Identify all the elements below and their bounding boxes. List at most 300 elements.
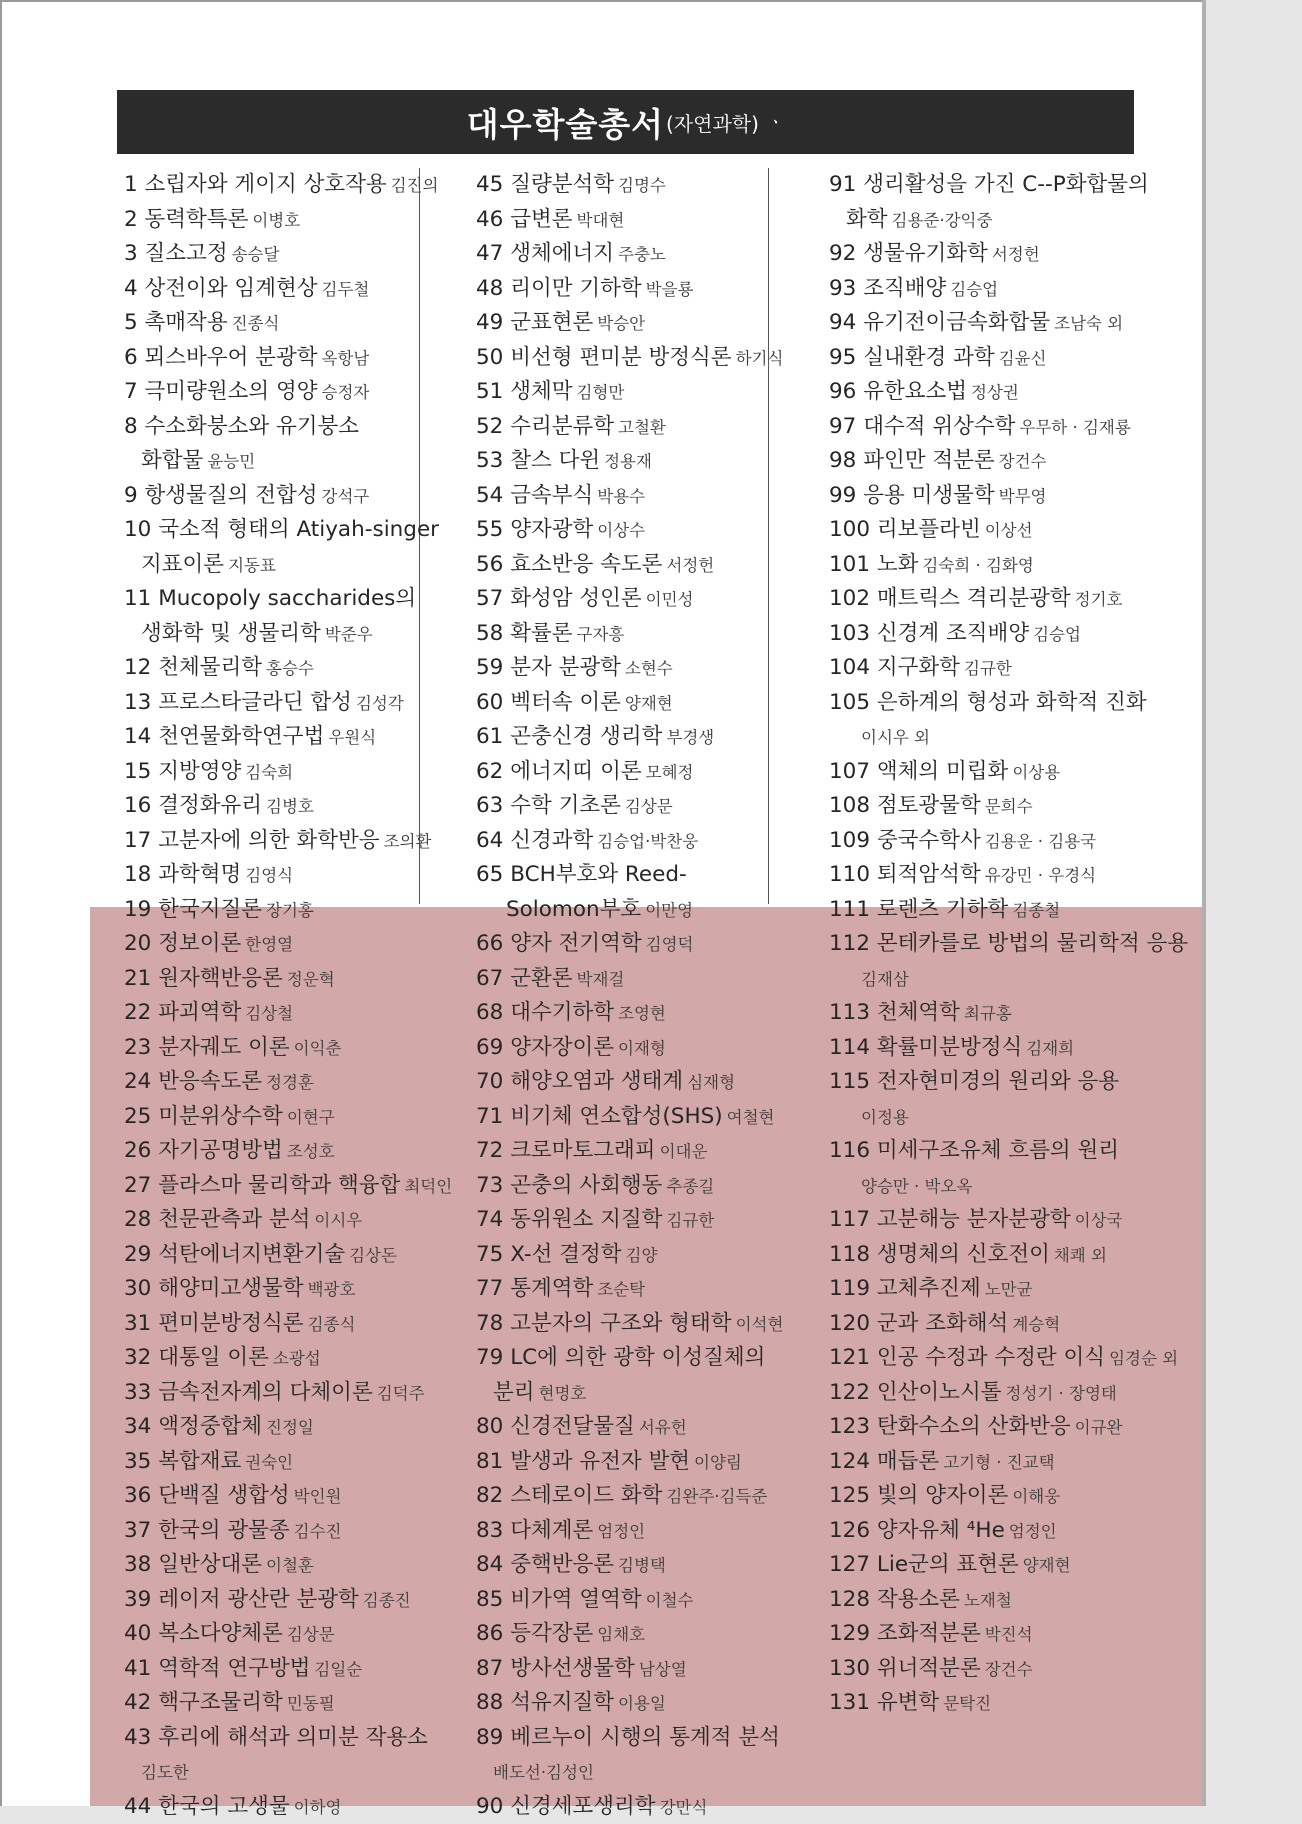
item-title: 28 천문관측과 분석 — [124, 1207, 310, 1232]
list-item — [124, 1307, 416, 1342]
item-title: 21 원자핵반응론 — [124, 966, 283, 991]
list-item — [124, 1100, 416, 1135]
list-item — [124, 1445, 416, 1480]
item-title: 118 생명체의 신호전이 — [829, 1242, 1050, 1267]
item-author: 이상용 — [1012, 763, 1060, 782]
list-item — [829, 513, 1179, 548]
list-item — [124, 513, 416, 548]
item-title: 125 빛의 양자이론 — [829, 1483, 1008, 1508]
list-item — [476, 1479, 764, 1514]
item-author: 소현수 — [625, 659, 673, 678]
list-item — [124, 1203, 416, 1238]
list-item — [124, 1238, 416, 1273]
list-item-continuation — [124, 548, 416, 583]
list-item — [829, 1065, 1179, 1100]
item-title: 54 금속부식 — [476, 483, 593, 508]
item-author: 정운혁 — [287, 970, 335, 989]
list-item — [476, 341, 764, 376]
item-author: 윤능민 — [207, 452, 255, 471]
item-author: 장건수 — [985, 1660, 1033, 1679]
list-item-continuation — [476, 1755, 764, 1790]
item-author: 임채호 — [597, 1625, 645, 1644]
list-item — [124, 893, 416, 928]
list-item — [124, 927, 416, 962]
item-title: 33 금속전자계의 다체이론 — [124, 1380, 373, 1405]
item-author: 이익춘 — [294, 1039, 342, 1058]
item-title: 60 벡터속 이론 — [476, 690, 621, 715]
item-author: 남상열 — [639, 1660, 687, 1679]
list-item — [829, 1583, 1179, 1618]
list-item — [476, 755, 764, 790]
item-title: 50 비선형 편미분 방정식론 — [476, 345, 732, 370]
item-author: 모혜정 — [646, 763, 694, 782]
item-title: 101 노화 — [829, 552, 918, 577]
item-title: 40 복소다양체론 — [124, 1621, 283, 1646]
item-title: 16 결정화유리 — [124, 793, 262, 818]
item-author: 김도한 — [141, 1763, 189, 1782]
item-title: 124 매듭론 — [829, 1449, 939, 1474]
list-item — [829, 582, 1179, 617]
item-author: 김종진 — [363, 1591, 411, 1610]
list-item — [476, 962, 764, 997]
list-item — [829, 479, 1179, 514]
item-author: 김승업 — [1033, 625, 1081, 644]
item-title: 66 양자 전기역학 — [476, 931, 642, 956]
item-author: 홍승수 — [266, 659, 314, 678]
list-item — [829, 1203, 1179, 1238]
item-title: 5 촉매작용 — [124, 310, 228, 335]
item-author: 이상선 — [985, 521, 1033, 540]
item-author: 김영식 — [245, 866, 293, 885]
item-title: 110 퇴적암석학 — [829, 862, 981, 887]
item-author: 이규완 — [1075, 1418, 1123, 1437]
list-item — [829, 1341, 1179, 1376]
item-author: 유강민 · 우경식 — [985, 866, 1096, 885]
list-item — [124, 1583, 416, 1618]
item-title: 59 분자 분광학 — [476, 655, 621, 680]
list-item — [829, 893, 1179, 928]
list-item — [476, 824, 764, 859]
list-item — [476, 1445, 764, 1480]
item-title: 122 인산이노시톨 — [829, 1380, 1002, 1405]
item-title: 116 미세구조유체 흐름의 원리 — [829, 1138, 1119, 1163]
item-title: 45 질량분석학 — [476, 172, 614, 197]
item-title: 38 일반상대론 — [124, 1552, 262, 1577]
item-title: 62 에너지띠 이론 — [476, 759, 642, 784]
list-item — [124, 1721, 416, 1756]
item-author: 옥항남 — [322, 349, 370, 368]
item-author: 문희수 — [985, 797, 1033, 816]
item-author: 박승안 — [597, 314, 645, 333]
item-title: 18 과학혁명 — [124, 862, 241, 887]
item-author: 정용재 — [604, 452, 652, 471]
list-item — [476, 479, 764, 514]
item-title: 57 화성암 성인론 — [476, 586, 642, 611]
item-author: 김두철 — [322, 280, 370, 299]
item-title: 100 리보플라빈 — [829, 517, 981, 542]
catalog-column-3 — [829, 168, 1179, 1721]
list-item — [476, 1203, 764, 1238]
item-title: 1 소립자와 게이지 상호작용 — [124, 172, 387, 197]
item-author: 김덕주 — [377, 1384, 425, 1403]
list-item — [124, 479, 416, 514]
item-author: 김진의 — [391, 176, 439, 195]
list-item — [476, 168, 764, 203]
item-author: 계승혁 — [1012, 1315, 1060, 1334]
list-item — [829, 168, 1179, 203]
list-item — [476, 375, 764, 410]
item-author: 서정헌 — [666, 556, 714, 575]
list-item — [476, 1790, 764, 1824]
item-title: 126 양자유체 ⁴He — [829, 1518, 1005, 1543]
list-item — [124, 1065, 416, 1100]
item-author: 엄정인 — [1009, 1522, 1057, 1541]
item-author: 서유헌 — [639, 1418, 687, 1437]
list-item — [829, 1479, 1179, 1514]
item-title: 67 군환론 — [476, 966, 573, 991]
item-title: 130 위너적분론 — [829, 1656, 981, 1681]
list-item — [829, 237, 1179, 272]
list-item — [829, 1376, 1179, 1411]
item-title: 63 수학 기초론 — [476, 793, 621, 818]
list-item — [124, 1548, 416, 1583]
item-title: 72 크로마토그래피 — [476, 1138, 656, 1163]
item-title: 70 해양오염과 생태계 — [476, 1069, 683, 1094]
item-title: 8 수소화붕소와 유기붕소 — [124, 414, 359, 439]
list-item — [829, 548, 1179, 583]
item-author: 김병호 — [266, 797, 314, 816]
item-author: 문탁진 — [943, 1694, 991, 1713]
list-item — [124, 1514, 416, 1549]
list-item — [476, 1134, 764, 1169]
list-item — [476, 1583, 764, 1618]
item-title: 85 비가역 열역학 — [476, 1587, 642, 1612]
item-author: 김완주·김득준 — [666, 1487, 767, 1506]
item-author: 박을룡 — [646, 280, 694, 299]
list-item — [829, 1548, 1179, 1583]
page-edge — [1202, 0, 1206, 1806]
list-item — [476, 444, 764, 479]
item-title: 화합물 — [141, 448, 203, 473]
item-title: 80 신경전달물질 — [476, 1414, 635, 1439]
list-item — [829, 1031, 1179, 1066]
list-item — [476, 1238, 764, 1273]
item-author: 진종식 — [232, 314, 280, 333]
list-item — [124, 1169, 416, 1204]
list-item-continuation — [476, 1376, 764, 1411]
catalog-header — [117, 90, 1134, 154]
list-item — [124, 237, 416, 272]
item-author: 김일순 — [314, 1660, 362, 1679]
item-author: 채쾌 외 — [1054, 1246, 1107, 1265]
item-title: 58 확률론 — [476, 621, 573, 646]
item-title: 6 뫼스바우어 분광학 — [124, 345, 318, 370]
item-title: 43 후리에 해석과 의미분 작용소 — [124, 1725, 428, 1750]
item-title: 94 유기전이금속화합물 — [829, 310, 1050, 335]
item-title: 98 파인만 적분론 — [829, 448, 995, 473]
list-item — [476, 1307, 764, 1342]
list-item — [476, 1169, 764, 1204]
item-author: 박용수 — [597, 487, 645, 506]
list-item — [124, 1790, 416, 1824]
item-title: 20 정보이론 — [124, 931, 241, 956]
item-author: 이병호 — [252, 211, 300, 230]
item-title: 91 생리활성을 가진 C--P화합물의 — [829, 172, 1149, 197]
list-item — [124, 789, 416, 824]
list-item-continuation — [124, 1755, 416, 1790]
item-author: 김형만 — [577, 383, 625, 402]
item-title: 25 미분위상수학 — [124, 1104, 283, 1129]
item-author: 현명호 — [539, 1384, 587, 1403]
list-item — [829, 375, 1179, 410]
item-author: 최덕인 — [404, 1177, 452, 1196]
list-item — [124, 720, 416, 755]
item-title: 34 액정중합체 — [124, 1414, 262, 1439]
list-item-continuation — [476, 893, 764, 928]
item-title: 64 신경과학 — [476, 828, 593, 853]
list-item — [829, 858, 1179, 893]
item-title: 9 항생물질의 전합성 — [124, 483, 318, 508]
item-author: 소광섭 — [273, 1349, 321, 1368]
item-author: 구자흥 — [577, 625, 625, 644]
item-author: 배도선·김성인 — [493, 1763, 594, 1782]
item-title: 83 다체계론 — [476, 1518, 593, 1543]
item-author: 박재걸 — [577, 970, 625, 989]
list-item — [124, 1652, 416, 1687]
item-title: 112 몬테카를로 방법의 물리학적 응용 — [829, 931, 1188, 956]
list-item — [476, 1652, 764, 1687]
item-author: 김승업 — [950, 280, 998, 299]
list-item — [829, 1307, 1179, 1342]
item-author: 강만식 — [660, 1798, 708, 1817]
item-author: 김종식 — [308, 1315, 356, 1334]
item-author: 조순탁 — [597, 1280, 645, 1299]
list-item — [476, 237, 764, 272]
list-item — [124, 1410, 416, 1445]
item-author: 정성기 · 장영태 — [1006, 1384, 1117, 1403]
list-item-continuation — [829, 1100, 1179, 1135]
item-title: 129 조화적분론 — [829, 1621, 981, 1646]
item-title: 11 Mucopoly saccharides의 — [124, 586, 416, 611]
item-title: 65 BCH부호와 Reed- — [476, 862, 687, 887]
list-item-continuation — [829, 720, 1179, 755]
series-subtitle: (자연과학) — [666, 108, 759, 137]
item-author: 박대현 — [577, 211, 625, 230]
list-item — [124, 858, 416, 893]
item-author: 김용준·강익중 — [892, 211, 993, 230]
list-item — [829, 1238, 1179, 1273]
item-title: 22 파괴역학 — [124, 1000, 241, 1025]
item-title: 77 통계역학 — [476, 1276, 593, 1301]
item-author: 김수진 — [294, 1522, 342, 1541]
item-title: 24 반응속도론 — [124, 1069, 262, 1094]
item-title: 105 은하계의 형성과 화학적 진화 — [829, 690, 1147, 715]
list-item — [476, 1548, 764, 1583]
list-item — [476, 513, 764, 548]
item-author: 정상권 — [971, 383, 1019, 402]
item-title: 114 확률미분방정식 — [829, 1035, 1022, 1060]
list-item — [476, 996, 764, 1031]
item-title: 78 고분자의 구조와 형태학 — [476, 1311, 732, 1336]
list-item — [829, 617, 1179, 652]
column-divider-right — [768, 168, 769, 904]
list-item — [124, 996, 416, 1031]
list-item — [829, 686, 1179, 721]
item-author: 이재형 — [618, 1039, 666, 1058]
item-title: 37 한국의 광물종 — [124, 1518, 290, 1543]
list-item — [476, 203, 764, 238]
list-item — [476, 686, 764, 721]
list-item — [124, 1479, 416, 1514]
item-title: 87 방사선생물학 — [476, 1656, 635, 1681]
item-author: 김양 — [626, 1246, 658, 1265]
item-title: 생화학 및 생물리학 — [141, 621, 321, 646]
item-title: 104 지구화학 — [829, 655, 960, 680]
item-author: 김영덕 — [646, 935, 694, 954]
item-author: 여철현 — [727, 1108, 775, 1127]
list-item — [476, 410, 764, 445]
list-item — [829, 1445, 1179, 1480]
list-item — [829, 444, 1179, 479]
list-item — [829, 306, 1179, 341]
list-item — [829, 1410, 1179, 1445]
item-title: 48 리이만 기하학 — [476, 276, 642, 301]
list-item — [124, 1617, 416, 1652]
item-title: 19 한국지질론 — [124, 897, 262, 922]
list-item — [476, 927, 764, 962]
list-item — [829, 927, 1179, 962]
item-author: 김용운 · 김용국 — [985, 832, 1096, 851]
item-author: 부경생 — [666, 728, 714, 747]
list-item — [476, 1100, 764, 1135]
item-author: 김명수 — [618, 176, 666, 195]
list-item — [124, 203, 416, 238]
list-item — [829, 1514, 1179, 1549]
item-author: 이상수 — [597, 521, 645, 540]
item-title: 51 생체막 — [476, 379, 573, 404]
item-author: 서정헌 — [992, 245, 1040, 264]
list-item-continuation — [124, 617, 416, 652]
item-author: 김상문 — [625, 797, 673, 816]
list-item — [476, 1617, 764, 1652]
list-item — [476, 1065, 764, 1100]
item-author: 이대운 — [660, 1142, 708, 1161]
list-item-continuation — [829, 962, 1179, 997]
list-item — [124, 272, 416, 307]
list-item — [476, 1272, 764, 1307]
item-author: 이현구 — [287, 1108, 335, 1127]
item-author: 조성호 — [287, 1142, 335, 1161]
list-item-continuation — [829, 203, 1179, 238]
item-author: 양승만 · 박오옥 — [861, 1177, 972, 1196]
list-item — [476, 1031, 764, 1066]
item-title: 49 군표현론 — [476, 310, 593, 335]
item-title: 13 프로스타글라딘 합성 — [124, 690, 352, 715]
item-author: 양재현 — [625, 694, 673, 713]
item-title: 39 레이저 광산란 분광학 — [124, 1587, 359, 1612]
item-title: 23 분자궤도 이론 — [124, 1035, 290, 1060]
item-author: 주충노 — [618, 245, 666, 264]
list-item — [124, 341, 416, 376]
item-title: 96 유한요소법 — [829, 379, 967, 404]
list-item-continuation — [124, 444, 416, 479]
item-title: 4 상전이와 임계현상 — [124, 276, 318, 301]
item-title: 81 발생과 유전자 발현 — [476, 1449, 690, 1474]
item-author: 김윤신 — [999, 349, 1047, 368]
item-title: 120 군과 조화해석 — [829, 1311, 1008, 1336]
item-title: 36 단백질 생합성 — [124, 1483, 290, 1508]
item-title: 131 유변학 — [829, 1690, 939, 1715]
item-title: 71 비기체 연소합성(SHS) — [476, 1104, 723, 1129]
item-title: 92 생물유기화학 — [829, 241, 988, 266]
item-author: 김상철 — [245, 1004, 293, 1023]
item-author: 조영현 — [618, 1004, 666, 1023]
item-title: 113 천체역학 — [829, 1000, 960, 1025]
item-author: 김상문 — [287, 1625, 335, 1644]
item-title: 35 복합재료 — [124, 1449, 241, 1474]
item-title: 84 중핵반응론 — [476, 1552, 614, 1577]
item-author: 김병택 — [618, 1556, 666, 1575]
item-title: 69 양자장이론 — [476, 1035, 614, 1060]
item-author: 이민성 — [646, 590, 694, 609]
item-title: 42 핵구조물리학 — [124, 1690, 283, 1715]
series-title: 대우학술총서 — [467, 99, 664, 146]
item-title: 46 급변론 — [476, 207, 573, 232]
item-author: 장기홍 — [266, 901, 314, 920]
item-author: 이철훈 — [266, 1556, 314, 1575]
item-title: 17 고분자에 의한 화학반응 — [124, 828, 380, 853]
item-title: 115 전자현미경의 원리와 응용 — [829, 1069, 1119, 1094]
item-title: 82 스테로이드 화학 — [476, 1483, 662, 1508]
item-author: 박무영 — [999, 487, 1047, 506]
item-title: 44 한국의 고생물 — [124, 1794, 290, 1819]
item-title: 111 로렌츠 기하학 — [829, 897, 1008, 922]
item-author: 고철환 — [618, 418, 666, 437]
item-author: 강석구 — [322, 487, 370, 506]
item-author: 양재현 — [1023, 1556, 1071, 1575]
item-author: 김승업·박찬웅 — [597, 832, 698, 851]
item-author: 김규한 — [666, 1211, 714, 1230]
list-item — [829, 410, 1179, 445]
list-item — [829, 824, 1179, 859]
item-author: 이하영 — [294, 1798, 342, 1817]
item-author: 이용일 — [618, 1694, 666, 1713]
item-title: 79 LC에 의한 광학 이성질체의 — [476, 1345, 765, 1370]
item-title: 123 탄화수소의 산화반응 — [829, 1414, 1071, 1439]
item-author: 노재철 — [964, 1591, 1012, 1610]
list-item — [829, 341, 1179, 376]
item-author: 승정자 — [322, 383, 370, 402]
item-title: 14 천연물화학연구법 — [124, 724, 324, 749]
item-author: 심재형 — [687, 1073, 735, 1092]
list-item — [124, 375, 416, 410]
item-author: 장건수 — [999, 452, 1047, 471]
item-title: Solomon부호 — [506, 897, 641, 922]
item-title: 73 곤충의 사회행동 — [476, 1173, 662, 1198]
item-author: 조남숙 외 — [1054, 314, 1123, 333]
list-item — [124, 1134, 416, 1169]
item-author: 김상돈 — [349, 1246, 397, 1265]
item-author: 박인원 — [294, 1487, 342, 1506]
list-item — [124, 306, 416, 341]
item-title: 75 X-선 결정학 — [476, 1242, 622, 1267]
item-author: 김성각 — [356, 694, 404, 713]
item-title: 109 중국수학사 — [829, 828, 981, 853]
item-author: 정기호 — [1075, 590, 1123, 609]
list-item — [829, 1272, 1179, 1307]
item-title: 108 점토광물학 — [829, 793, 981, 818]
item-title: 102 매트릭스 격리분광학 — [829, 586, 1071, 611]
